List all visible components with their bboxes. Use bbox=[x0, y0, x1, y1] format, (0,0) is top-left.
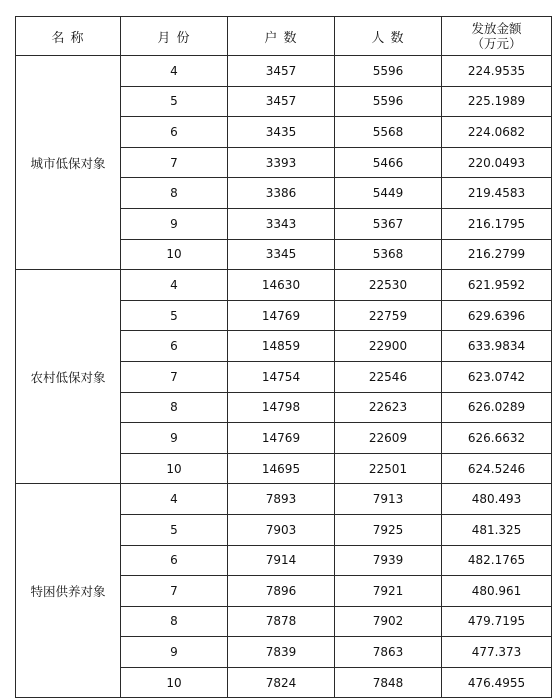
households-cell: 14769 bbox=[228, 300, 335, 331]
amount-cell: 225.1989 bbox=[442, 86, 552, 117]
people-cell: 22759 bbox=[335, 300, 442, 331]
amount-cell: 482.1765 bbox=[442, 545, 552, 576]
category-cell: 农村低保对象 bbox=[16, 270, 121, 484]
month-cell: 8 bbox=[121, 178, 228, 209]
assistance-table bbox=[15, 16, 552, 698]
amount-cell: 626.6632 bbox=[442, 423, 552, 454]
people-cell: 5368 bbox=[335, 239, 442, 270]
households-cell: 7896 bbox=[228, 576, 335, 607]
households-cell: 7839 bbox=[228, 637, 335, 668]
people-cell: 7902 bbox=[335, 606, 442, 637]
amount-cell: 480.961 bbox=[442, 576, 552, 607]
month-cell: 9 bbox=[121, 208, 228, 239]
amount-cell: 624.5246 bbox=[442, 453, 552, 484]
households-cell: 14859 bbox=[228, 331, 335, 362]
month-cell: 5 bbox=[121, 86, 228, 117]
amount-cell: 216.1795 bbox=[442, 208, 552, 239]
households-cell: 14630 bbox=[228, 270, 335, 301]
amount-cell: 480.493 bbox=[442, 484, 552, 515]
people-cell: 7921 bbox=[335, 576, 442, 607]
people-cell: 22609 bbox=[335, 423, 442, 454]
people-cell: 7939 bbox=[335, 545, 442, 576]
people-cell: 5449 bbox=[335, 178, 442, 209]
households-cell: 14769 bbox=[228, 423, 335, 454]
table-row bbox=[16, 484, 552, 515]
month-cell: 7 bbox=[121, 147, 228, 178]
table-row bbox=[16, 270, 552, 301]
households-cell: 3457 bbox=[228, 56, 335, 87]
households-cell: 7878 bbox=[228, 606, 335, 637]
amount-cell: 623.0742 bbox=[442, 361, 552, 392]
month-cell: 6 bbox=[121, 545, 228, 576]
month-cell: 7 bbox=[121, 576, 228, 607]
amount-cell: 633.9834 bbox=[442, 331, 552, 362]
header-row bbox=[16, 17, 552, 56]
month-cell: 5 bbox=[121, 514, 228, 545]
households-cell: 7893 bbox=[228, 484, 335, 515]
amount-cell: 220.0493 bbox=[442, 147, 552, 178]
header-people: 人 数 bbox=[335, 17, 442, 56]
people-cell: 22623 bbox=[335, 392, 442, 423]
month-cell: 8 bbox=[121, 392, 228, 423]
month-cell: 6 bbox=[121, 331, 228, 362]
people-cell: 22546 bbox=[335, 361, 442, 392]
amount-cell: 219.4583 bbox=[442, 178, 552, 209]
month-cell: 10 bbox=[121, 453, 228, 484]
header-name: 名 称 bbox=[16, 17, 121, 56]
table-row bbox=[16, 56, 552, 87]
people-cell: 22501 bbox=[335, 453, 442, 484]
people-cell: 7913 bbox=[335, 484, 442, 515]
month-cell: 4 bbox=[121, 56, 228, 87]
households-cell: 3435 bbox=[228, 117, 335, 148]
people-cell: 5596 bbox=[335, 56, 442, 87]
amount-cell: 216.2799 bbox=[442, 239, 552, 270]
households-cell: 14798 bbox=[228, 392, 335, 423]
amount-cell: 224.9535 bbox=[442, 56, 552, 87]
households-cell: 7824 bbox=[228, 667, 335, 698]
households-cell: 3345 bbox=[228, 239, 335, 270]
month-cell: 8 bbox=[121, 606, 228, 637]
month-cell: 10 bbox=[121, 239, 228, 270]
header-households: 户 数 bbox=[228, 17, 335, 56]
amount-cell: 481.325 bbox=[442, 514, 552, 545]
people-cell: 22900 bbox=[335, 331, 442, 362]
month-cell: 7 bbox=[121, 361, 228, 392]
people-cell: 5466 bbox=[335, 147, 442, 178]
month-cell: 10 bbox=[121, 667, 228, 698]
month-cell: 4 bbox=[121, 270, 228, 301]
people-cell: 7848 bbox=[335, 667, 442, 698]
month-cell: 5 bbox=[121, 300, 228, 331]
category-cell: 特困供养对象 bbox=[16, 484, 121, 698]
amount-cell: 477.373 bbox=[442, 637, 552, 668]
table-body bbox=[16, 56, 552, 698]
people-cell: 5568 bbox=[335, 117, 442, 148]
households-cell: 3393 bbox=[228, 147, 335, 178]
month-cell: 6 bbox=[121, 117, 228, 148]
people-cell: 7863 bbox=[335, 637, 442, 668]
header-month: 月 份 bbox=[121, 17, 228, 56]
households-cell: 7903 bbox=[228, 514, 335, 545]
month-cell: 9 bbox=[121, 637, 228, 668]
people-cell: 7925 bbox=[335, 514, 442, 545]
month-cell: 9 bbox=[121, 423, 228, 454]
people-cell: 5596 bbox=[335, 86, 442, 117]
amount-cell: 479.7195 bbox=[442, 606, 552, 637]
header-amount-line1: 发放金额 bbox=[471, 21, 522, 36]
amount-cell: 621.9592 bbox=[442, 270, 552, 301]
category-cell: 城市低保对象 bbox=[16, 56, 121, 270]
households-cell: 7914 bbox=[228, 545, 335, 576]
header-amount-line2: （万元） bbox=[471, 36, 522, 51]
households-cell: 14695 bbox=[228, 453, 335, 484]
amount-cell: 224.0682 bbox=[442, 117, 552, 148]
households-cell: 3457 bbox=[228, 86, 335, 117]
people-cell: 22530 bbox=[335, 270, 442, 301]
amount-cell: 629.6396 bbox=[442, 300, 552, 331]
people-cell: 5367 bbox=[335, 208, 442, 239]
amount-cell: 476.4955 bbox=[442, 667, 552, 698]
households-cell: 14754 bbox=[228, 361, 335, 392]
month-cell: 4 bbox=[121, 484, 228, 515]
households-cell: 3343 bbox=[228, 208, 335, 239]
header-amount bbox=[442, 17, 552, 56]
households-cell: 3386 bbox=[228, 178, 335, 209]
amount-cell: 626.0289 bbox=[442, 392, 552, 423]
